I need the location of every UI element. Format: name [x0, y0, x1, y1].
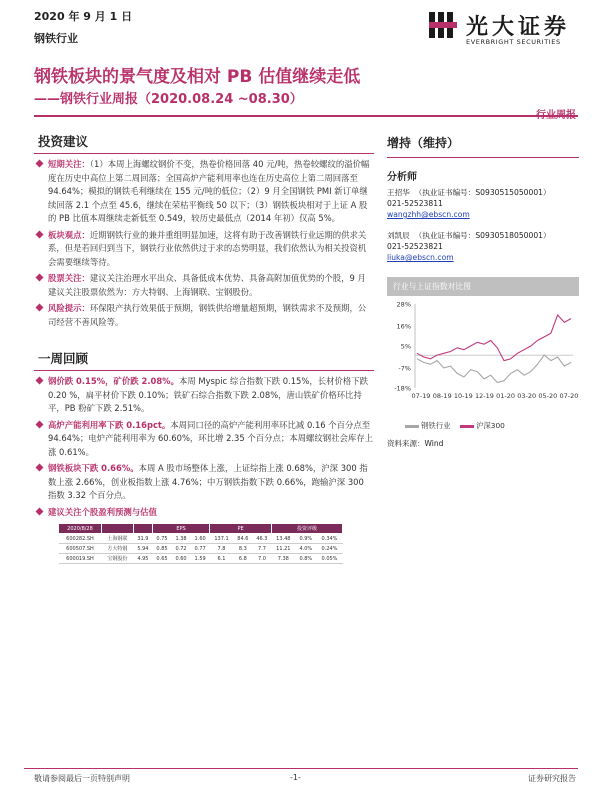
table-header-cell: 投资评级	[271, 524, 342, 534]
series-line-1	[417, 315, 571, 361]
logo-text-en: EVERBRIGHT SECURITIES	[466, 38, 561, 46]
table-cell: 600282.SH	[59, 534, 102, 544]
table-header-cell: 2020/8/28	[59, 524, 102, 534]
table-cell: 600019.SH	[59, 554, 102, 564]
table-cell: 4.0%	[295, 544, 316, 554]
weekly-bullet: 钢铁板块下跌 0.66%。本周 A 股市场整体上涨，上证综指上涨 0.68%，沪深 300 指数上涨 2.66%，创业板指数上涨 4.76%；中万钢铁指数下跌 0.66%，跑输沪深 300 指数 3.32 个百分点。	[34, 462, 374, 503]
legend-swatch-hs300	[460, 425, 474, 428]
series-line-0	[417, 355, 571, 382]
investment-section-title: 投资建议	[38, 134, 89, 149]
rating-label: 增持（维持）	[387, 126, 579, 158]
table-cell: 84.6	[233, 534, 252, 544]
analyst-name: 王招华	[387, 188, 410, 197]
table-cell: 0.34%	[316, 534, 342, 544]
table-header-row	[59, 524, 343, 534]
table-cell: 600507.SH	[59, 544, 102, 554]
diamond-bullet-icon	[36, 160, 44, 168]
investment-bullet: 风险提示：环保限产执行效果低于预期，钢铁供给增量超预期，钢铁需求不及预期，公司经营不善风险等。	[34, 302, 374, 329]
table-row	[59, 534, 343, 544]
page-subtitle: ——钢铁行业周报（2020.08.24 ~08.30）	[34, 92, 303, 107]
y-tick-label: 16%	[396, 322, 411, 331]
table-cell: 0.24%	[316, 544, 342, 554]
diamond-bullet-icon	[36, 304, 44, 312]
table-cell: 0.8%	[295, 554, 316, 564]
table-cell: 1.59	[191, 554, 210, 564]
industry-label: 钢铁行业	[34, 32, 78, 45]
table-cell: 0.77	[191, 544, 210, 554]
company-logo	[426, 8, 576, 48]
x-tick-label: 07-20	[559, 392, 579, 400]
table-header-cell: EPS	[152, 524, 209, 534]
weekly-bullet: 建议关注个股盈利预测与估值	[34, 506, 374, 520]
table-cell: 7.8	[210, 544, 234, 554]
analyst-phone: 021-52523821	[387, 242, 443, 251]
y-tick-label: -18%	[394, 384, 411, 393]
table-cell: 方大特钢	[101, 544, 133, 554]
header-left	[34, 8, 132, 46]
table-cell: 137.1	[210, 534, 234, 544]
page-number: -1-	[290, 773, 301, 782]
x-tick-label: 05-20	[538, 392, 558, 400]
diamond-bullet-icon	[36, 507, 44, 515]
table-header-cell: PE	[210, 524, 272, 534]
analyst-phone: 021-52523811	[387, 199, 443, 208]
report-date: 2020 年 9 月 1 日	[34, 10, 133, 23]
investment-bullet: 股票关注：建议关注治理水平出众、具备低成本优势、具备高附加值优势的个股，9 月建议关注股票依然为：方大特钢、上海钢联、宝钢股份。	[34, 272, 374, 299]
chart-legend	[405, 420, 505, 431]
analyst-info	[387, 187, 579, 220]
title-divider	[34, 115, 578, 117]
weekly-section-title: 一周回顾	[38, 351, 89, 366]
stock-table-wrap	[58, 523, 343, 564]
table-cell: 0.65	[152, 554, 171, 564]
analyst-email-link[interactable]: wangzhh@ebscn.com	[387, 210, 470, 219]
line-chart	[387, 296, 579, 416]
table-cell: 宝钢股份	[101, 554, 133, 564]
table-header-cell	[133, 524, 152, 534]
table-cell: 1.60	[191, 534, 210, 544]
table-cell: 0.60	[172, 554, 191, 564]
comparison-chart	[387, 277, 579, 449]
legend-label: 沪深300	[475, 421, 505, 430]
table-cell: 0.72	[172, 544, 191, 554]
table-cell: 46.3	[252, 534, 271, 544]
x-tick-label: 08-19	[432, 392, 452, 400]
analyst-cert: （执业证书编号：S0930518050001）	[414, 231, 551, 240]
chart-source: 资料来源：Wind	[387, 439, 444, 448]
table-header-cell	[101, 524, 133, 534]
table-cell: 0.9%	[295, 534, 316, 544]
table-cell: 13.48	[271, 534, 295, 544]
analyst-cert: （执业证书编号：S0930515050001）	[414, 188, 551, 197]
table-cell: 11.21	[271, 544, 295, 554]
diamond-bullet-icon	[36, 464, 44, 472]
investment-bullet: 短期关注：（1）本周上海螺纹钢价不变，热卷价格回落 40 元/吨，热卷较螺纹的溢价幅度在历史中高位上第二周回落；全国高炉产能利用率也连在历史高位上第二周回落至 94.64%；模拟的钢铁毛利继续在 155 元/吨的低位；（2）9 月全国钢铁 PMI 新订单继续回落 2.1 个点至 45.6，继续在荣枯平衡线 50 以下；（3）钢铁板块相对于上证 A 股的 PB 比值本周继续走新低至 0.549，较历史最低点（2014 年初）仅高 5%。	[34, 158, 374, 226]
investment-bullet: 板块观点：近期钢铁行业的兼并重组明显加速，这将有助于改善钢铁行业远期的供求关系，但是若回归到当下，钢铁行业依然供过于求的态势明显，我们依然认为相关投资机会需要继续等待。	[34, 229, 374, 270]
diamond-bullet-icon	[36, 420, 44, 428]
analyst-info	[387, 230, 579, 263]
table-cell: 6.1	[210, 554, 234, 564]
weekly-bullet: 高炉产能利用率下跌 0.16pct。本周同口径的高炉产能利用率环比减 0.16 个百分点至 94.64%；电炉产能利用率为 60.60%，环比增 2.35 个百分点；本周螺纹钢社会库存上涨 0.61%。	[34, 419, 374, 460]
logo-mark-icon	[426, 8, 460, 42]
table-cell: 1.38	[172, 534, 191, 544]
x-tick-label: 10-19	[453, 392, 473, 400]
analyst-title: 分析师	[387, 172, 417, 183]
footer-disclaimer: 敬请参阅最后一页特别声明	[34, 774, 130, 783]
legend-label: 钢铁行业	[421, 421, 451, 430]
table-cell: 0.85	[152, 544, 171, 554]
table-cell: 4.95	[133, 554, 152, 564]
table-cell: 0.75	[152, 534, 171, 544]
section-divider	[34, 370, 374, 371]
table-cell: 7.7	[252, 544, 271, 554]
table-cell: 5.94	[133, 544, 152, 554]
table-cell: 7.0	[252, 554, 271, 564]
y-tick-label: -7%	[398, 364, 411, 373]
table-row	[59, 544, 343, 554]
legend-swatch-steel	[405, 425, 419, 428]
x-tick-label: 03-20	[517, 392, 537, 400]
diamond-bullet-icon	[36, 274, 44, 282]
analyst-name: 刘凯辰	[387, 231, 410, 240]
table-row	[59, 554, 343, 564]
y-tick-label: 5%	[400, 342, 411, 351]
table-cell: 7.38	[271, 554, 295, 564]
chart-title: 行业与上证指数对比图	[387, 277, 579, 296]
analyst-email-link[interactable]: liuka@ebscn.com	[387, 253, 454, 262]
main-content	[34, 126, 374, 564]
page-title: 钢铁板块的景气度及相对 PB 估值继续走低	[34, 67, 361, 87]
weekly-bullet: 钢价跌 0.15%，矿价跌 2.08%。本周 Myspic 综合指数下跌 0.15%，长材价格下跌 0.20 %，扁平材价下跌 0.10%；铁矿石综合指数下跌 2.08%，唐山铁矿价格环比持平，PB 粉矿下跌 2.51%。	[34, 375, 374, 416]
logo-text-cn: 光大证券	[466, 14, 571, 40]
sidebar	[387, 126, 579, 449]
footer-report-label: 证券研究报告	[528, 774, 576, 783]
diamond-bullet-icon	[36, 377, 44, 385]
section-divider	[34, 153, 374, 154]
x-tick-label: 12-19	[474, 392, 494, 400]
stock-table	[58, 523, 343, 564]
x-tick-label: 01-20	[496, 392, 516, 400]
table-cell: 8.3	[233, 544, 252, 554]
table-cell: 0.05%	[316, 554, 342, 564]
chart-area	[387, 296, 579, 436]
table-cell: 上海钢联	[101, 534, 133, 544]
table-cell: 31.9	[133, 534, 152, 544]
x-tick-label: 07-19	[411, 392, 431, 400]
table-cell: 6.8	[233, 554, 252, 564]
diamond-bullet-icon	[36, 230, 44, 238]
footer-divider	[24, 768, 578, 769]
report-type-label	[536, 106, 576, 121]
y-tick-label: 28%	[396, 300, 411, 309]
